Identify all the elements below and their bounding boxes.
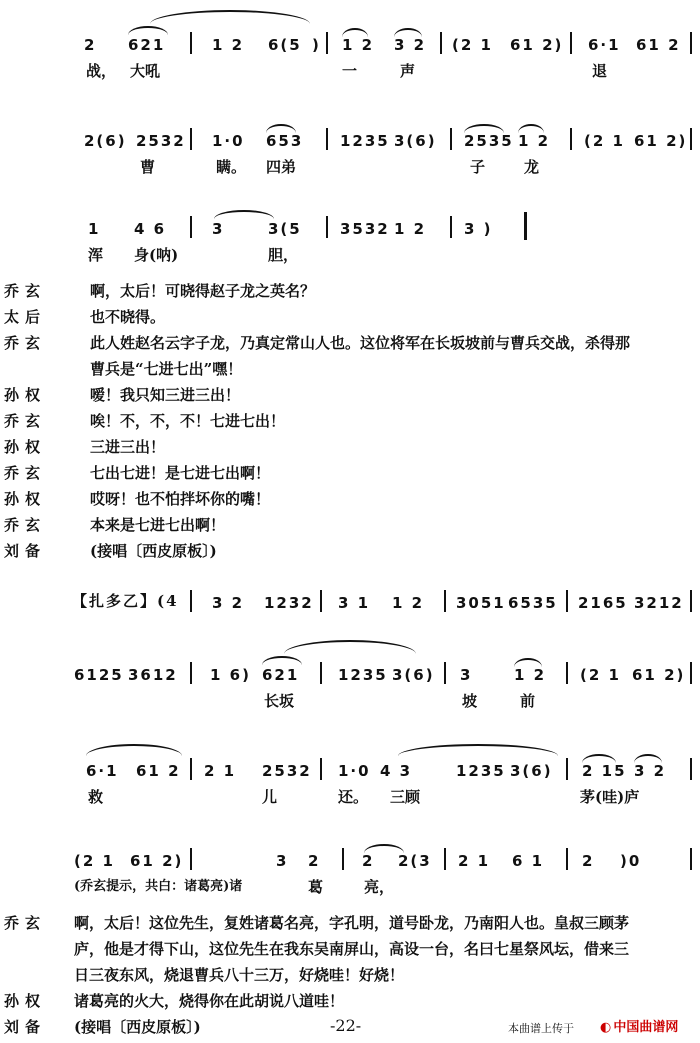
note: 1232 xyxy=(264,594,314,612)
bar-line xyxy=(190,32,192,54)
note: 6 1 xyxy=(512,852,545,870)
dialogue-line xyxy=(0,910,700,936)
note: 2532 xyxy=(262,762,312,780)
note: 1 2 xyxy=(518,132,551,150)
dialogue-line xyxy=(0,330,700,356)
note: ) xyxy=(312,36,321,54)
note: 1·0 xyxy=(338,762,371,780)
logo-icon: ◐ xyxy=(600,1020,612,1035)
site-logo[interactable] xyxy=(600,1016,678,1035)
dialogue-line xyxy=(0,460,700,486)
bar-line xyxy=(342,848,344,870)
speaker: 乔玄 xyxy=(4,464,47,482)
bar-line xyxy=(566,590,568,612)
slur xyxy=(266,124,296,133)
note: 1 2 xyxy=(342,36,375,54)
lyric: 坡 xyxy=(462,692,478,710)
note: 1·0 xyxy=(212,132,245,150)
bar-line xyxy=(190,758,192,780)
bar-line xyxy=(320,662,322,684)
speaker: 乔玄 xyxy=(4,412,47,430)
lyric: 退 xyxy=(592,62,608,80)
note: 3212 xyxy=(634,594,684,612)
dialogue-text: 诸葛亮的火大，烧得你在此胡说八道哇！ xyxy=(74,992,345,1010)
dialogue-line xyxy=(0,356,700,382)
slur xyxy=(398,744,558,756)
note: 61 2 xyxy=(136,762,181,780)
dialogue-text: 庐，他是才得下山，这位先生在我东吴南屏山，高设一台，名曰七星祭风坛，借来三 xyxy=(74,940,630,958)
dialogue-line xyxy=(0,408,700,434)
bar-line xyxy=(190,128,192,150)
dialogue-line xyxy=(0,434,700,460)
lyric: 胆， xyxy=(268,246,299,264)
dialogue-text: 啊，太后！这位先生，复姓诸葛名亮，字孔明，道号卧龙，乃南阳人也。皇叔三顾茅 xyxy=(74,914,630,932)
speaker: 乔玄 xyxy=(4,334,47,352)
slur xyxy=(518,124,544,133)
note: (2 1 xyxy=(580,666,621,684)
note: 61 2) xyxy=(632,666,686,684)
notation-line-6 xyxy=(0,748,700,808)
lyric: 还。 xyxy=(338,788,369,806)
note: )0 xyxy=(620,852,642,870)
note: 6(5 xyxy=(268,36,302,54)
note: 2 1 xyxy=(458,852,491,870)
dialogue-text: 曹兵是“七进七出”嘿！ xyxy=(90,360,243,378)
note: 1235 xyxy=(340,132,390,150)
note: 621 xyxy=(128,36,166,54)
speaker: 乔玄 xyxy=(4,282,47,300)
note: 61 2) xyxy=(634,132,688,150)
speaker: 孙权 xyxy=(4,386,47,404)
bar-line xyxy=(570,32,572,54)
slur xyxy=(342,28,368,37)
slur xyxy=(582,754,616,763)
bar-line xyxy=(190,662,192,684)
bar-line xyxy=(566,758,568,780)
note: 653 xyxy=(266,132,304,150)
bar-line xyxy=(190,848,192,870)
bar-line xyxy=(326,32,328,54)
note: 3 2 xyxy=(394,36,427,54)
note: 3 xyxy=(276,852,289,870)
lyric: 声 xyxy=(400,62,416,80)
lyric: 曹 xyxy=(140,158,156,176)
dialogue-line xyxy=(0,512,700,538)
bar-line xyxy=(566,848,568,870)
dialogue-text: 此人姓赵名云字子龙，乃真定常山人也。这位将军在长坂坡前与曹兵交战，杀得那 xyxy=(90,334,631,352)
dialogue-text: 三进三出！ xyxy=(90,438,166,456)
slur xyxy=(128,26,168,35)
dialogue-text: (接唱〔西皮原板〕) xyxy=(74,1018,201,1036)
dialogue-line xyxy=(0,486,700,512)
note: 2 1 xyxy=(204,762,237,780)
note: 6125 xyxy=(74,666,124,684)
lyric: 大吼 xyxy=(130,62,161,80)
lyric: 瞒。 xyxy=(216,158,247,176)
slur xyxy=(394,28,422,37)
lyric: 龙 xyxy=(524,158,540,176)
lyric: 长坂 xyxy=(264,692,295,710)
note: 3 xyxy=(460,666,473,684)
note: 3(6) xyxy=(392,666,435,684)
bar-line xyxy=(444,662,446,684)
note: (2 1 xyxy=(74,852,115,870)
notation-line-4 xyxy=(0,580,700,640)
note: 2165 xyxy=(578,594,628,612)
note: 3 xyxy=(212,220,225,238)
dialogue-line xyxy=(0,936,700,962)
bar-line xyxy=(190,590,192,612)
speaker: 孙权 xyxy=(4,992,47,1010)
speaker: 乔玄 xyxy=(4,516,47,534)
note: 4 6 xyxy=(134,220,167,238)
dialogue-text: 本来是七进七出啊！ xyxy=(90,516,226,534)
lyric: 葛 xyxy=(308,878,324,896)
note: 3 2 xyxy=(634,762,667,780)
dialogue-text: 七出七进！是七进七出啊！ xyxy=(90,464,271,482)
bar-line xyxy=(690,662,692,684)
note: 2532 xyxy=(136,132,186,150)
speaker: 孙权 xyxy=(4,438,47,456)
dialogue-text: 嗳！我只知三进三出！ xyxy=(90,386,241,404)
dialogue-line xyxy=(0,278,700,304)
dialogue-line xyxy=(0,962,700,988)
note: 1 xyxy=(88,220,101,238)
dialogue-line xyxy=(0,382,700,408)
page-number: -22- xyxy=(330,1016,362,1035)
note: 1 2 xyxy=(212,36,245,54)
slur xyxy=(514,658,542,667)
slur xyxy=(634,754,662,763)
slur xyxy=(262,656,302,665)
dialogue-text: 也不晓得。 xyxy=(90,308,166,326)
dialogue-text: 啊，太后！可晓得赵子龙之英名？ xyxy=(90,282,316,300)
notation-line-7 xyxy=(0,838,700,898)
bar-line xyxy=(326,128,328,150)
note: 3 2 xyxy=(212,594,245,612)
bar-line xyxy=(450,216,452,238)
note: 61 2 xyxy=(636,36,681,54)
slur xyxy=(284,640,416,654)
note: 1 6) xyxy=(210,666,251,684)
speaker: 孙权 xyxy=(4,490,47,508)
note: 3(6) xyxy=(510,762,553,780)
dialogue-text: 哎呀！也不怕拌坏你的嘴！ xyxy=(90,490,271,508)
bar-line xyxy=(320,758,322,780)
note: 2(6) xyxy=(84,132,127,150)
lyric: 身(呐) xyxy=(134,246,179,264)
dialogue-line xyxy=(0,538,700,564)
note: 1 2 xyxy=(392,594,425,612)
note: 61 2) xyxy=(510,36,564,54)
note: 3051 xyxy=(456,594,506,612)
bar-line xyxy=(690,848,692,870)
lyric: 浑 xyxy=(88,246,104,264)
slur xyxy=(86,744,182,756)
dialogue-text: 日三夜东风，烧退曹兵八十三万，好烧哇！好烧！ xyxy=(74,966,405,984)
bar-line xyxy=(190,216,192,238)
lyric: 一 xyxy=(342,62,358,80)
speaker: 刘备 xyxy=(4,1018,47,1036)
note: 2 xyxy=(308,852,321,870)
slur xyxy=(464,124,504,133)
notation-line-2 xyxy=(0,118,700,178)
bar-line xyxy=(444,590,446,612)
lyric: 战， xyxy=(86,62,117,80)
note: 3612 xyxy=(128,666,178,684)
lyric: 儿 xyxy=(262,788,278,806)
note: 3(5 xyxy=(268,220,302,238)
bar-line xyxy=(566,662,568,684)
speaker: 乔玄 xyxy=(4,914,47,932)
dialogue-text: (接唱〔西皮原板〕) xyxy=(90,542,217,560)
note: 1235 xyxy=(338,666,388,684)
lyric: 子 xyxy=(470,158,486,176)
notation-line-3 xyxy=(0,206,700,266)
note: 3532 xyxy=(340,220,390,238)
slur xyxy=(214,210,274,219)
note: 6535 xyxy=(508,594,558,612)
dialogue-text: 唉！不，不，不！七进七出！ xyxy=(90,412,286,430)
dialogue-line xyxy=(0,304,700,330)
note: 2 xyxy=(582,852,595,870)
notation-line-5 xyxy=(0,652,700,712)
bar-line xyxy=(444,848,446,870)
note: 2(3 xyxy=(398,852,432,870)
bar-line xyxy=(690,590,692,612)
bar-line xyxy=(320,590,322,612)
lyric: 四弟 xyxy=(266,158,297,176)
bar-line xyxy=(326,216,328,238)
logo-text: 中国曲谱网 xyxy=(613,1020,679,1035)
note: 2535 xyxy=(464,132,514,150)
note: 1 2 xyxy=(394,220,427,238)
bar-line xyxy=(440,32,442,54)
note: 1 2 xyxy=(514,666,547,684)
bar-line xyxy=(570,128,572,150)
note: 3 1 xyxy=(338,594,371,612)
note: (2 1 xyxy=(584,132,625,150)
bar-line xyxy=(690,758,692,780)
note: 【扎多乙】(4 xyxy=(72,592,179,610)
note: 2 15 xyxy=(582,762,627,780)
source-note: 本曲谱上传于 xyxy=(508,1022,574,1035)
bar-line xyxy=(450,128,452,150)
note: 4 3 xyxy=(380,762,413,780)
note: 3(6) xyxy=(394,132,437,150)
notation-line-1 xyxy=(0,22,700,82)
lyric: 救 xyxy=(88,788,104,806)
dialogue-line xyxy=(0,988,700,1014)
note: 2 xyxy=(84,36,97,54)
lyric: (乔玄提示，共白：诸葛亮)诸 xyxy=(74,879,243,894)
note: 6·1 xyxy=(86,762,119,780)
note: 2 xyxy=(362,852,375,870)
speaker: 刘备 xyxy=(4,542,47,560)
bar-line xyxy=(690,128,692,150)
lyric: 亮， xyxy=(364,878,395,896)
note: 3 ) xyxy=(464,220,493,238)
note: 1235 xyxy=(456,762,506,780)
speaker: 太后 xyxy=(4,308,47,326)
note: 621 xyxy=(262,666,300,684)
lyric: 茅(哇)庐 xyxy=(580,788,640,806)
end-bar-line xyxy=(524,212,527,240)
slur xyxy=(150,10,310,24)
lyric: 前 xyxy=(520,692,536,710)
note: 61 2) xyxy=(130,852,184,870)
bar-line xyxy=(690,32,692,54)
lyric: 三顾 xyxy=(390,788,421,806)
note: 6·1 xyxy=(588,36,621,54)
note: (2 1 xyxy=(452,36,493,54)
